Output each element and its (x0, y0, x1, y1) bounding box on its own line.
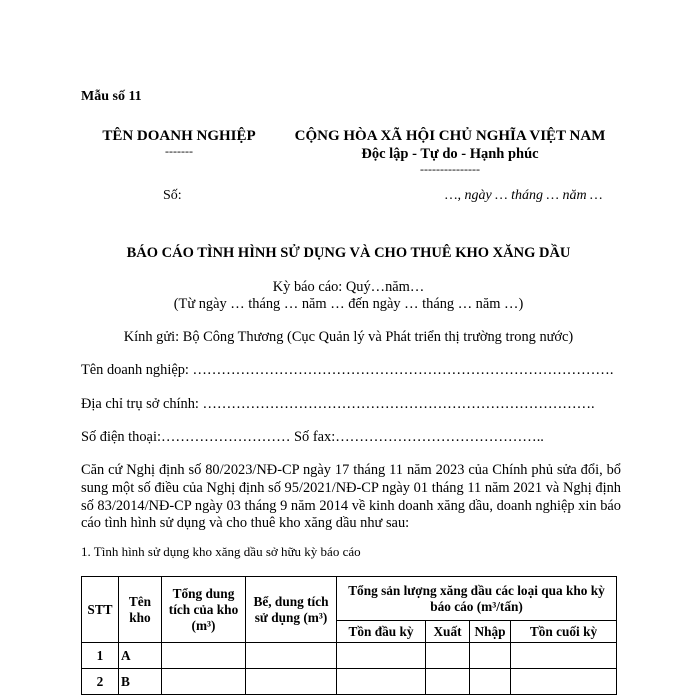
row-cell (511, 643, 617, 669)
head-office-field: Địa chỉ trụ sở chính: ………………………………………………………………………. (81, 396, 595, 412)
header-closing-stock: Tồn cuối kỳ (511, 621, 617, 643)
row-cell (246, 643, 337, 669)
header-export: Xuất (426, 621, 470, 643)
document-number: Số: (163, 188, 182, 203)
header-warehouse-name: Tên kho (119, 577, 162, 643)
header-tank-capacity: Bể, dung tích sử dụng (m³) (246, 577, 337, 643)
row-stt: 2 (82, 669, 119, 695)
header-stt: STT (82, 577, 119, 643)
row-cell (426, 669, 470, 695)
table-header-row (82, 577, 617, 621)
company-name-header: TÊN DOANH NGHIỆP (102, 128, 256, 144)
row-cell (162, 669, 246, 695)
row-cell (246, 669, 337, 695)
row-warehouse-name: A (119, 643, 162, 669)
row-cell (337, 643, 426, 669)
header-volume-group: Tổng sản lượng xăng dầu các loại qua kho kỳ báo cáo (m³/tấn) (337, 577, 617, 621)
header-opening-stock: Tồn đầu kỳ (337, 621, 426, 643)
basis-paragraph: Căn cứ Nghị định số 80/2023/NĐ-CP ngày 17 tháng 11 năm 2023 của Chính phủ sửa đổi, bổ sung một số điều của Nghị định số 95/2021/NĐ-CP ngày 01 tháng 11 năm 2021 và Nghị định số 83/2014/NĐ-CP ngày 03 tháng 9 năm 2014 về kinh doanh xăng dầu, doanh nghiệp xin báo cáo tình hình sử dụng và cho thuê kho xăng dầu như sau: (81, 462, 621, 532)
report-period: Kỳ báo cáo: Quý…năm… (272, 279, 425, 295)
row-cell (426, 643, 470, 669)
report-period-range: (Từ ngày … tháng … năm … đến ngày … tháng … năm …) (173, 296, 524, 312)
form-number: Mẫu số 11 (81, 89, 142, 104)
row-stt: 1 (82, 643, 119, 669)
table-row (82, 643, 617, 669)
recipient-line: Kính gửi: Bộ Công Thương (Cục Quản lý và Phát triển thị trường trong nước) (123, 329, 574, 345)
row-warehouse-name: B (119, 669, 162, 695)
phone-fax-field: Số điện thoại:……………………… Số fax:…………………………………….. (81, 429, 544, 445)
company-header-underline: ------- (165, 144, 193, 158)
row-cell (470, 643, 511, 669)
report-title: BÁO CÁO TÌNH HÌNH SỬ DỤNG VÀ CHO THUÊ KHO XĂNG DẦU (126, 245, 571, 261)
table-row (82, 669, 617, 695)
row-cell (337, 669, 426, 695)
row-cell (162, 643, 246, 669)
section-1-heading: 1. Tình hình sử dụng kho xăng dầu sở hữu kỳ báo cáo (81, 544, 361, 559)
warehouse-usage-table (81, 576, 617, 695)
date-line: …, ngày … tháng … năm … (445, 188, 603, 203)
row-cell (511, 669, 617, 695)
national-motto: Độc lập - Tự do - Hạnh phúc (361, 146, 539, 162)
national-header-underline: --------------- (420, 162, 480, 176)
row-cell (470, 669, 511, 695)
national-title: CỘNG HÒA XÃ HỘI CHỦ NGHĨA VIỆT NAM (294, 128, 606, 144)
company-name-field: Tên doanh nghiệp: ……………………………………………………………………………. (81, 362, 614, 378)
header-total-capacity: Tổng dung tích của kho (m³) (162, 577, 246, 643)
header-import: Nhập (470, 621, 511, 643)
